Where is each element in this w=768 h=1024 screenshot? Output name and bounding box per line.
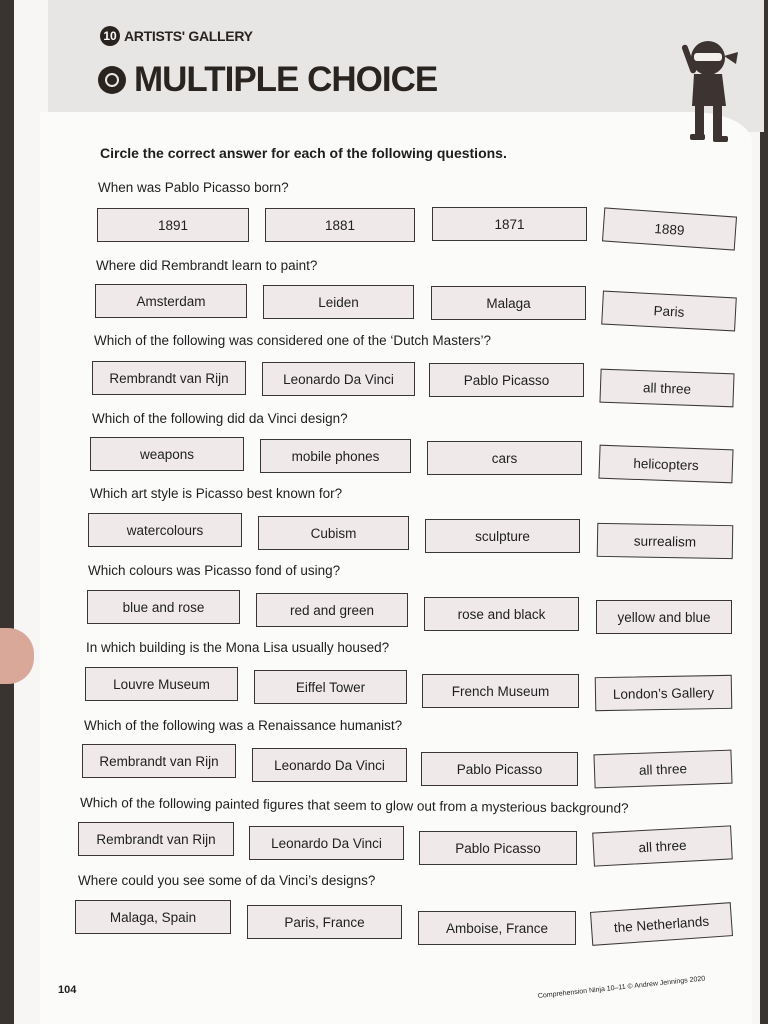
q1-option-d[interactable]: 1889 [602, 207, 737, 250]
q7-option-b[interactable]: Eiffel Tower [254, 670, 407, 704]
q7-option-c[interactable]: French Museum [422, 674, 579, 708]
q10-option-d[interactable]: the Netherlands [590, 902, 733, 946]
page-number: 104 [58, 984, 77, 996]
q10-option-b[interactable]: Paris, France [247, 905, 402, 939]
q9-option-c[interactable]: Pablo Picasso [419, 831, 577, 865]
q1-option-c[interactable]: 1871 [432, 207, 587, 241]
q3-option-c[interactable]: Pablo Picasso [429, 363, 584, 397]
question-3: Which of the following was considered one of the ‘Dutch Masters’? [94, 333, 491, 348]
q6-option-d[interactable]: yellow and blue [596, 600, 732, 634]
q6-option-c[interactable]: rose and black [424, 597, 579, 631]
q2-option-d[interactable]: Paris [601, 291, 737, 332]
q5-option-a[interactable]: watercolours [88, 513, 242, 547]
question-1: When was Pablo Picasso born? [98, 180, 289, 195]
copyright: Comprehension Ninja 10–11 © Andrew Jennings 2020 [537, 975, 706, 1000]
question-5: Which art style is Picasso best known for? [90, 486, 343, 501]
section-header [100, 26, 253, 46]
q1-option-a[interactable]: 1891 [97, 208, 249, 242]
q9-option-d[interactable]: all three [592, 825, 733, 866]
q10-option-c[interactable]: Amboise, France [418, 911, 576, 945]
question-2: Where did Rembrandt learn to paint? [96, 258, 318, 273]
section-number: 10 [103, 29, 117, 43]
q5-option-d[interactable]: surrealism [597, 523, 734, 559]
target-icon [98, 66, 126, 94]
section-label: ARTISTS' GALLERY [124, 28, 253, 44]
question-6: Which colours was Picasso fond of using? [88, 563, 341, 578]
q8-option-b[interactable]: Leonardo Da Vinci [252, 748, 407, 782]
page-title: MULTIPLE CHOICE [134, 60, 438, 99]
q1-option-b[interactable]: 1881 [265, 208, 415, 242]
question-9: Which of the following painted figures that seem to glow out from a mysterious background? [79, 795, 629, 816]
q3-option-d[interactable]: all three [599, 369, 734, 408]
q6-option-a[interactable]: blue and rose [87, 590, 240, 624]
number-badge-icon [100, 26, 120, 46]
q3-option-b[interactable]: Leonardo Da Vinci [262, 362, 415, 396]
q2-option-c[interactable]: Malaga [431, 286, 586, 320]
q8-option-d[interactable]: all three [593, 750, 732, 789]
q4-option-c[interactable]: cars [427, 441, 582, 475]
q7-option-a[interactable]: Louvre Museum [85, 667, 238, 701]
q7-option-d[interactable]: London’s Gallery [595, 675, 733, 711]
q2-option-a[interactable]: Amsterdam [95, 284, 247, 318]
ninja-mascot-icon [680, 38, 740, 144]
question-10: Where could you see some of da Vinci’s designs? [78, 873, 376, 888]
q5-option-c[interactable]: sculpture [425, 519, 580, 553]
q9-option-a[interactable]: Rembrandt van Rijn [78, 822, 234, 856]
q10-option-a[interactable]: Malaga, Spain [75, 900, 231, 934]
q9-option-b[interactable]: Leonardo Da Vinci [249, 826, 404, 860]
q6-option-b[interactable]: red and green [256, 593, 408, 627]
q5-option-b[interactable]: Cubism [258, 516, 409, 550]
instruction: Circle the correct answer for each of the following questions. [100, 145, 507, 161]
question-7: In which building is the Mona Lisa usually housed? [86, 640, 390, 655]
q4-option-a[interactable]: weapons [90, 437, 244, 471]
question-8: Which of the following was a Renaissance humanist? [84, 718, 403, 733]
q4-option-b[interactable]: mobile phones [260, 439, 411, 473]
title-row [98, 60, 437, 100]
q2-option-b[interactable]: Leiden [263, 285, 414, 319]
q3-option-a[interactable]: Rembrandt van Rijn [92, 361, 246, 395]
q8-option-a[interactable]: Rembrandt van Rijn [82, 744, 236, 778]
q8-option-c[interactable]: Pablo Picasso [421, 752, 578, 786]
q4-option-d[interactable]: helicopters [598, 445, 733, 484]
question-4: Which of the following did da Vinci design? [92, 411, 348, 426]
